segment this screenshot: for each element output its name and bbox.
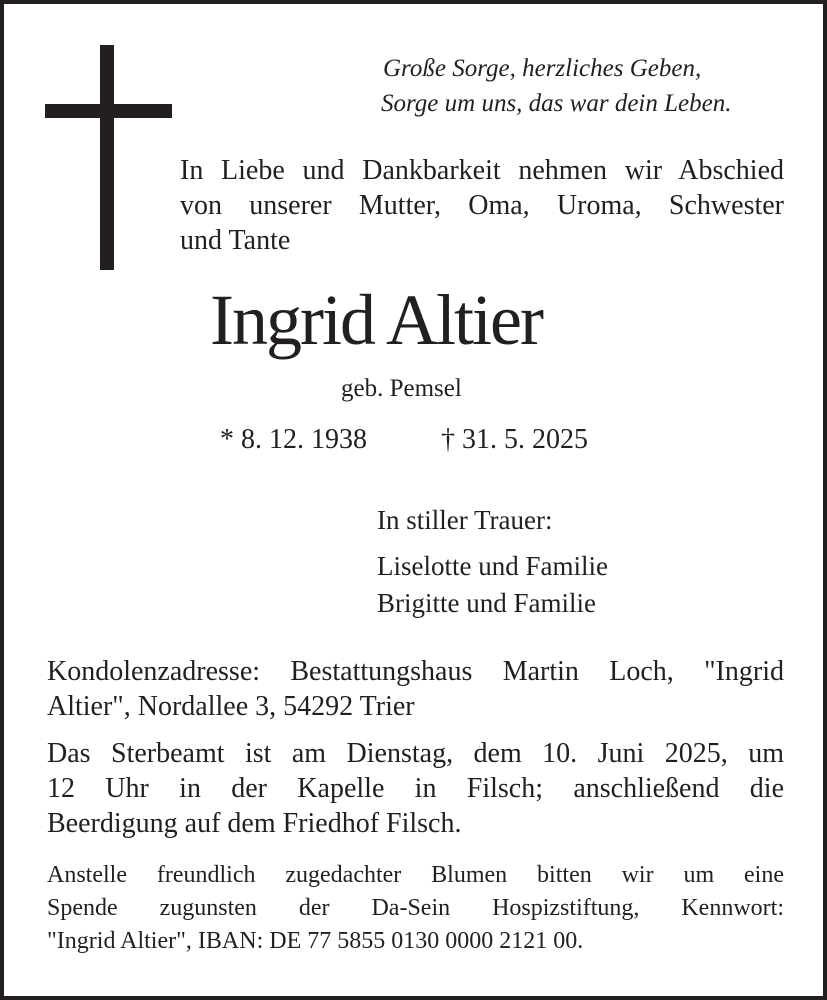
service-info-line: 12 Uhr in der Kapelle in Filsch; anschließend die [47, 773, 784, 804]
service-info-line: Beerdigung auf dem Friedhof Filsch. [47, 808, 462, 839]
mourning-family: Liselotte und Familie [377, 551, 608, 581]
intro-line: und Tante [180, 225, 291, 256]
donation-line: "Ingrid Altier", IBAN: DE 77 5855 0130 0000 2121 00. [47, 928, 584, 954]
service-info-line: Das Sterbeamt ist am Dienstag, dem 10. Juni 2025, um [47, 738, 784, 769]
mourning-family: Brigitte und Familie [377, 588, 596, 618]
condolence-address-line: Kondolenzadresse: Bestattungshaus Martin Loch, "Ingrid [47, 656, 784, 687]
death-date: † 31. 5. 2025 [441, 424, 588, 455]
birth-date: * 8. 12. 1938 [220, 424, 367, 455]
quote-line: Große Sorge, herzliches Geben, [383, 55, 702, 82]
condolence-address-line: Altier", Nordallee 3, 54292 Trier [47, 691, 415, 722]
maiden-name: geb. Pemsel [341, 375, 462, 402]
intro-line: In Liebe und Dankbarkeit nehmen wir Abschied [180, 155, 784, 186]
intro-line: von unserer Mutter, Oma, Uroma, Schwester [180, 190, 784, 221]
donation-line: Spende zugunsten der Da-Sein Hospizstiftung, Kennwort: [47, 895, 784, 921]
cross-vertical-bar [100, 45, 114, 270]
donation-line: Anstelle freundlich zugedachter Blumen bitten wir um eine [47, 862, 784, 888]
cross-horizontal-bar [45, 104, 172, 118]
quote-line: Sorge um uns, das war dein Leben. [381, 90, 732, 117]
deceased-name: Ingrid Altier [210, 280, 542, 360]
mourning-heading: In stiller Trauer: [377, 505, 553, 535]
